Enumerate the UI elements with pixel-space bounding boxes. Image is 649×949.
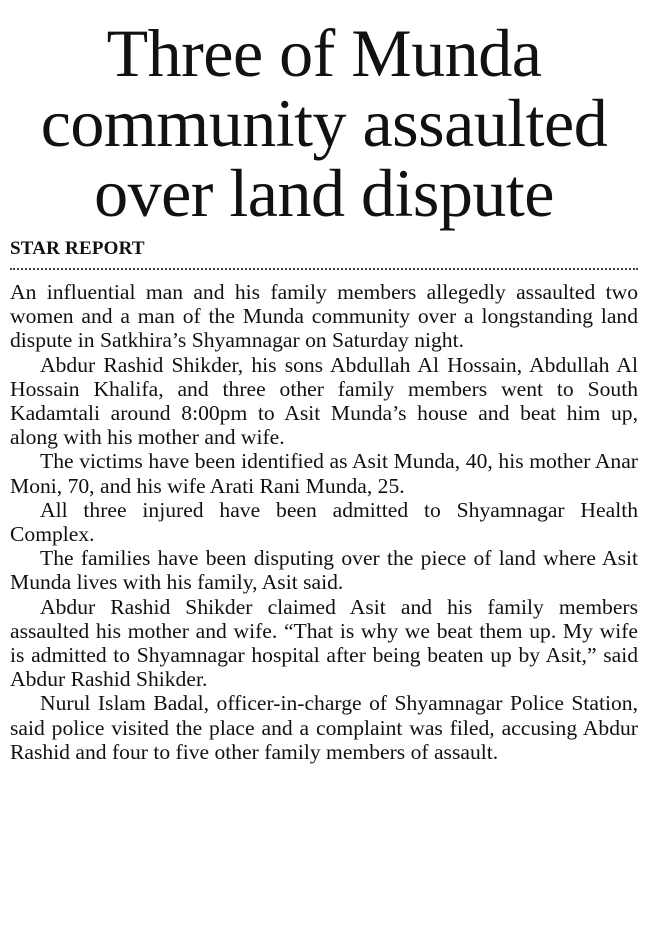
dotted-divider — [10, 268, 638, 270]
paragraph-4: All three injured have been admitted to Shyamnagar Health Complex. — [10, 497, 638, 547]
paragraph-5: The families have been disputing over the piece of land where Asit Munda lives with his family, Asit said. — [10, 546, 638, 595]
paragraph-3: The victims have been identified as Asit Munda, 40, his mother Anar Moni, 70, and his wife Arati Rani Munda, 25. — [10, 449, 638, 498]
paragraph-7: Nurul Islam Badal, officer-in-charge of Shyamnagar Police Station, said police visited the place and a complaint was filed, accusing Abdur Rashid and four to five other family members of assault. — [10, 691, 638, 764]
headline-line-2: community assaulted — [40, 85, 608, 161]
news-article — [10, 15, 638, 764]
byline: STAR REPORT — [10, 238, 145, 259]
headline — [10, 15, 638, 231]
headline-line-3: over land dispute — [94, 155, 554, 231]
paragraph-1: An influential man and his family members allegedly assaulted two women and a man of the Munda community over a longstanding land dispute in Satkhira’s Shyamnagar on Saturday night. — [10, 280, 638, 353]
paragraph-6: Abdur Rashid Shikder claimed Asit and his family members assaulted his mother and wife. “That is why we beat them up. My wife is admitted to Shyamnagar hospital after being beaten up by Asit,” said Abdur Rashid Shikder. — [10, 594, 638, 692]
article-body — [10, 280, 638, 764]
paragraph-2: Abdur Rashid Shikder, his sons Abdullah Al Hossain, Abdullah Al Hossain Khalifa, and three other family members went to South Kadamtali around 8:00pm to Asit Munda’s house and beat him up, along with his mother and wife. — [10, 352, 638, 450]
headline-line-1: Three of Munda — [106, 15, 542, 91]
